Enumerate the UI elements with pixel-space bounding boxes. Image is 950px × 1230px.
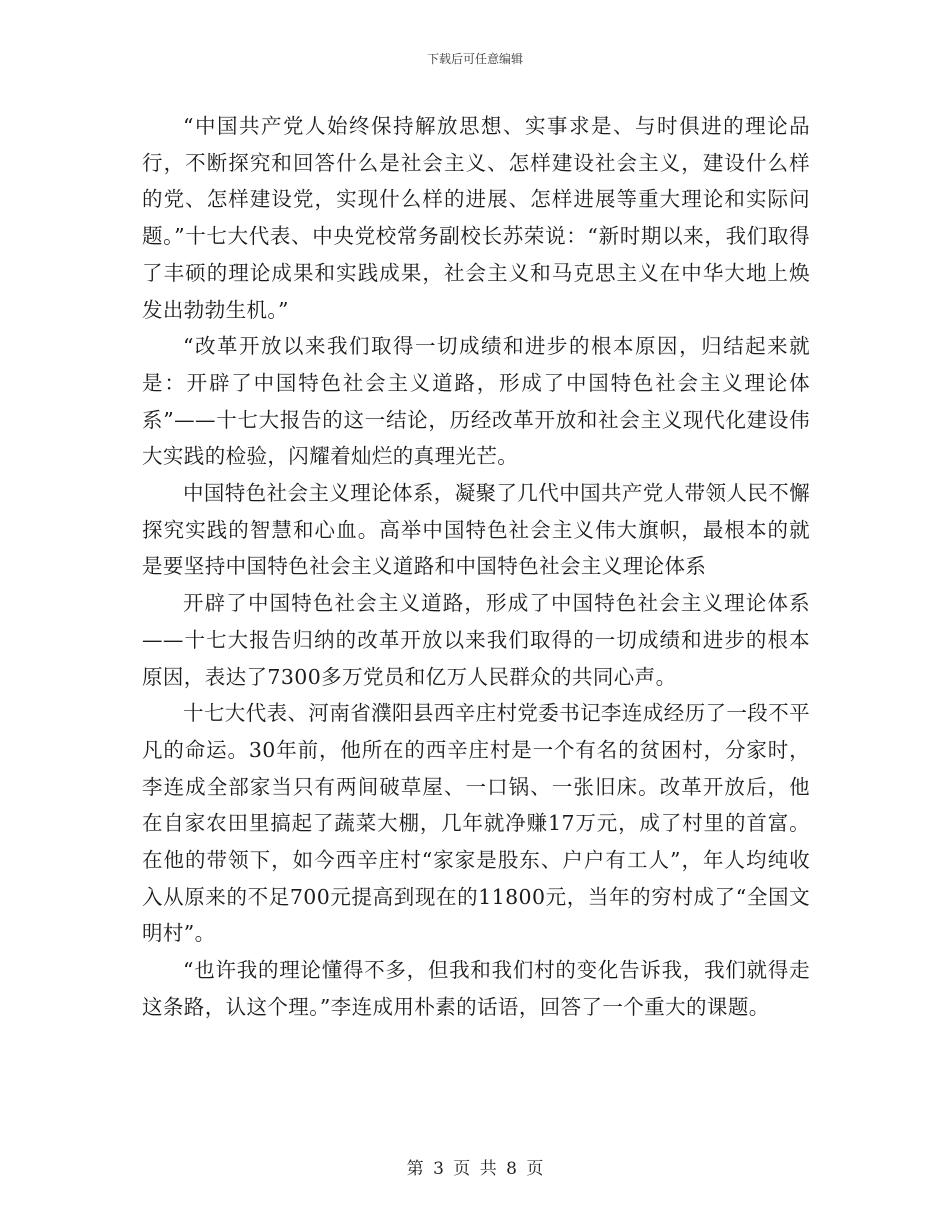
paragraph-1: “中国共产党人始终保持解放思想、实事求是、与时俱进的理论品行，不断探究和回答什么是社会主义、怎样建设社会主义，建设什么样的党、怎样建设党，实现什么样的进展、怎样进展等重大理论和实际问题。”十七大代表、中央党校常务副校长苏荣说：“新时期以来，我们取得了丰硕的理论成果和实践成果，社会主义和马克思主义在中华大地上焕发出勃勃生机。” (142, 114, 810, 322)
paragraph-4: 开辟了中国特色社会主义道路，形成了中国特色社会主义理论体系——十七大报告归纳的改革开放以来我们取得的一切成绩和进步的根本原因，表达了7300多万党员和亿万人民群众的共同心声。 (142, 591, 810, 689)
document-body (142, 108, 810, 1026)
paragraph-2: “改革开放以来我们取得一切成绩和进步的根本原因，归结起来就是：开辟了中国特色社会主义道路，形成了中国特色社会主义理论体系”——十七大报告的这一结论，历经改革开放和社会主义现代化建设伟大实践的检验，闪耀着灿烂的真理光芒。 (142, 334, 810, 469)
page-number-footer: 第 3 页 共 8 页 (406, 1159, 544, 1179)
paragraph-5: 十七大代表、河南省濮阳县西辛庄村党委书记李连成经历了一段不平凡的命运。30年前，他所在的西辛庄村是一个有名的贫困村，分家时，李连成全部家当只有两间破草屋、一口锅、一张旧床。改革开放后，他在自家农田里搞起了蔬菜大棚，几年就净赚17万元，成了村里的首富。在他的带领下，如今西辛庄村“家家是股东、户户有工人”，年人均纯收入从原来的不足700元提高到现在的11800元，当年的穷村成了“全国文明村”。 (142, 701, 810, 946)
paragraph-3: 中国特色社会主义理论体系，凝聚了几代中国共产党人带领人民不懈探究实践的智慧和心血。高举中国特色社会主义伟大旗帜，最根本的就是要坚持中国特色社会主义道路和中国特色社会主义理论体系 (142, 481, 810, 579)
paragraph-6: “也许我的理论懂得不多，但我和我们村的变化告诉我，我们就得走这条路，认这个理。”李连成用朴素的话语，回答了一个重大的课题。 (142, 958, 810, 1019)
page-header-note: 下载后可任意编辑 (426, 52, 523, 66)
